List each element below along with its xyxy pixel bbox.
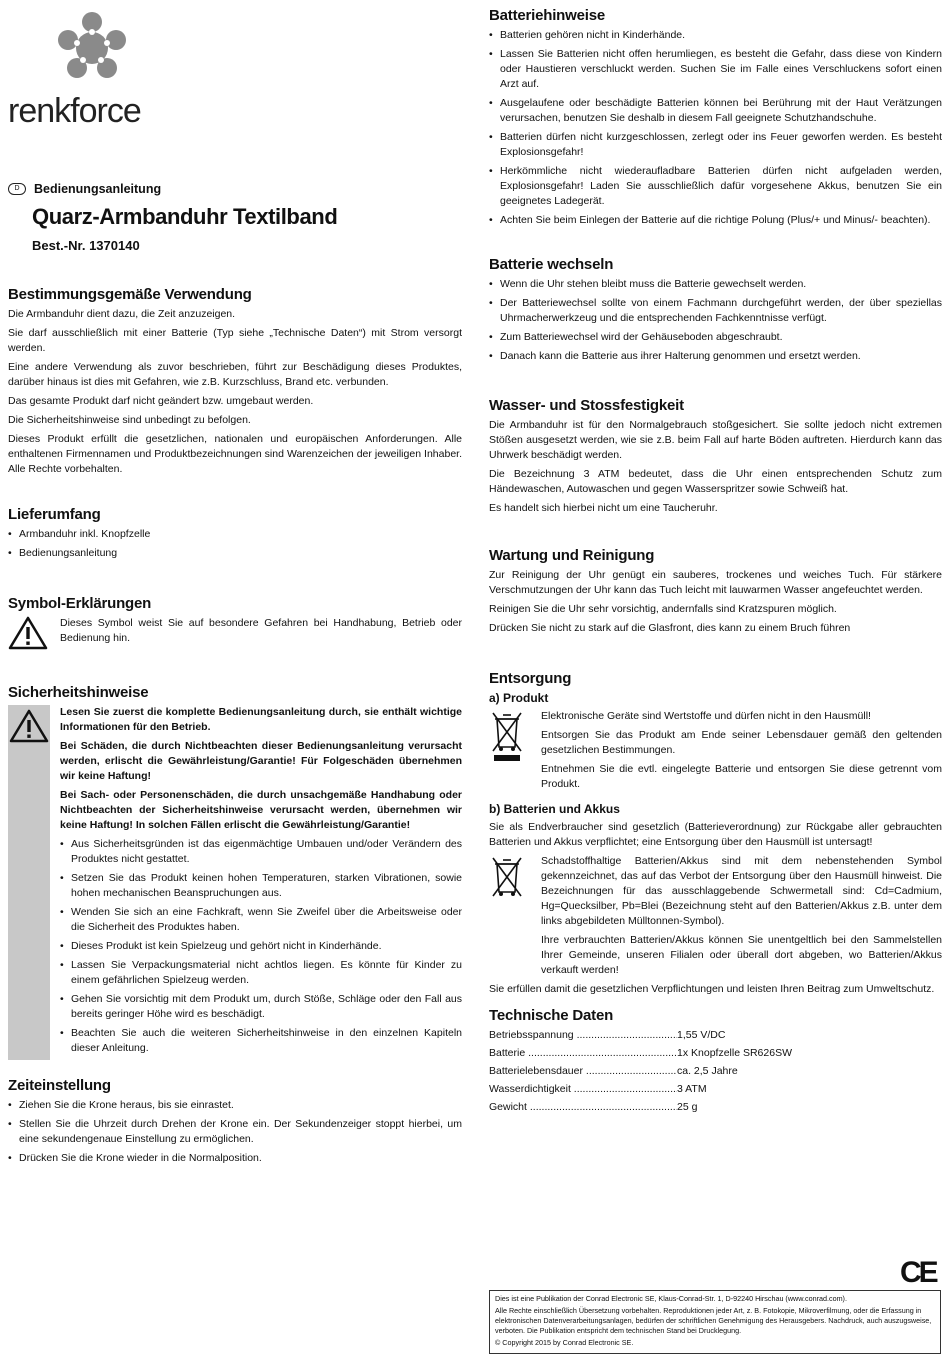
flower-logo-icon — [52, 8, 132, 88]
list-item: • Achten Sie beim Einlegen der Batterie auf die richtige Polung (Plus/+ und Minus/- beachten). — [489, 213, 942, 228]
order-number: Best.-Nr. 1370140 — [32, 238, 140, 253]
spec-key: Gewicht ..... — [489, 1100, 677, 1115]
list-item: • Beachten Sie auch die weiteren Sicherheitshinweise in den einzelnen Kapiteln dieser Anleitung. — [60, 1026, 462, 1056]
paragraph: Das gesamte Produkt darf nicht geändert bzw. umgebaut werden. — [8, 395, 314, 407]
spec-key: Batterie ..... — [489, 1046, 677, 1061]
spec-row — [489, 1046, 942, 1061]
list-item: • Drücken Sie die Krone wieder in die Normalposition. — [8, 1151, 462, 1166]
heading-verwendung: Bestimmungsgemäße Verwendung — [8, 286, 252, 303]
list-item: • Wenden Sie sich an eine Fachkraft, wenn Sie Zweifel über die Arbeitsweise oder die Sicherheit des Produktes haben. — [60, 905, 462, 935]
paragraph: Drücken Sie nicht zu stark auf die Glasfront, dies kann zu einem Bruch führen — [489, 622, 851, 634]
list-item: • Lassen Sie Verpackungsmaterial nicht achtlos liegen. Es könnte für Kinder zu einem gefährlichen Spielzeug werden. — [60, 958, 462, 988]
subheading-produkt: a) Produkt — [489, 691, 549, 705]
list-item: • Batterien dürfen nicht kurzgeschlossen, zerlegt oder ins Feuer geworfen werden. Es besteht Explosionsgefahr! — [489, 130, 942, 160]
list-item: • Wenn die Uhr stehen bleibt muss die Batterie gewechselt werden. — [489, 277, 942, 292]
paragraph: Dieses Produkt erfüllt die gesetzlichen, nationalen und europäischen Anforderungen. Alle enthaltenen Firmennamen und Produktbezeichnungen sind Warenzeichen der jeweiligen Inhaber. Alle Rechte vorbehalten. — [8, 433, 462, 475]
paragraph: Schadstoffhaltige Batterien/Akkus sind mit dem nebenstehenden Symbol gekennzeichnet, das auf das Verbot der Entsorgung über den Hausmüll hinweist. Die Bezeichnungen für das ausschlaggebende Schwermetall sind: Cd=Cadmium, Hg=Quecksilber, Pb=Blei (Bezeichnung steht auf den Batterien/Akkus z.B. unter dem links abgebildeten Mülltonnen-Symbol). — [541, 855, 942, 927]
crossed-bin-icon — [489, 854, 525, 898]
warning-triangle-icon — [9, 709, 49, 743]
heading-wasser: Wasser- und Stossfestigkeit — [489, 397, 684, 414]
spec-row — [489, 1028, 942, 1043]
list-item: • Setzen Sie das Produkt keinen hohen Temperaturen, starken Vibrationen, sowie hohen mechanischen Beanspruchungen aus. — [60, 871, 462, 901]
heading-lieferumfang: Lieferumfang — [8, 506, 101, 523]
paragraph: Es handelt sich hierbei nicht um eine Taucheruhr. — [489, 502, 718, 514]
list-item: • Lassen Sie Batterien nicht offen herumliegen, es besteht die Gefahr, dass diese von Kindern oder Haustieren verschluckt werden. Suchen Sie im Falle eines Verschluckens sofort einen Arzt auf. — [489, 47, 942, 92]
paragraph: Die Armbanduhr dient dazu, die Zeit anzuzeigen. — [8, 308, 236, 320]
heading-sicherheit: Sicherheitshinweise — [8, 684, 149, 701]
section-verwendung — [8, 286, 462, 481]
spec-value: 1x Knopfzelle SR626SW — [677, 1047, 792, 1059]
list-item: • Bedienungsanleitung — [8, 546, 462, 561]
paragraph: Sie als Endverbraucher sind gesetzlich (Batterieverordnung) zur Rückgabe aller gebrauchten Batterien und Akkus verpflichtet; eine Entsorgung über den Hausmüll ist untersagt! — [489, 821, 942, 848]
lieferumfang-list — [8, 527, 462, 561]
section-wasser — [489, 397, 942, 520]
warning-triangle-icon — [8, 616, 48, 650]
heading-zeiteinstellung: Zeiteinstellung — [8, 1077, 111, 1094]
product-title: Quarz-Armbanduhr Textilband — [32, 204, 338, 229]
safety-bold-paragraph: Bei Sach- oder Personenschäden, die durch unsachgemäße Handhabung oder Nichtbeachten der Sicherheitshinweise verursacht werden, übernehmen wir keine Haftung! In solchen Fällen erlischt die Gewährleistung/Garantie! — [60, 789, 462, 831]
spec-row — [489, 1064, 942, 1079]
section-batterie-wechseln — [489, 256, 942, 368]
logo-text: renkforce — [8, 92, 141, 130]
section-sicherheit — [8, 684, 462, 1060]
footer-copyright: © Copyright 2015 by Conrad Electronic SE. — [495, 1338, 634, 1347]
paragraph: Die Sicherheitshinweise sind unbedingt zu befolgen. — [8, 414, 251, 426]
section-wartung — [489, 547, 942, 640]
safety-bold-paragraph: Bei Schäden, die durch Nichtbeachten dieser Bedienungsanleitung verursacht werden, erlischt die Gewährleistung/Garantie! Für Folgeschäden übernehmen wir keine Haftung! — [60, 740, 462, 782]
section-entsorgung — [489, 670, 942, 1001]
section-batteriehinweise — [489, 7, 942, 232]
paragraph: Eine andere Verwendung als zuvor beschrieben, führt zur Beschädigung dieses Produktes, darüber hinaus ist dies mit Gefahren, wie z.B. Kurzschluss, Brand etc. verbunden. — [8, 361, 462, 388]
safety-list — [60, 837, 462, 1056]
footer-rights: Alle Rechte einschließlich Übersetzung vorbehalten. Reproduktionen jeder Art, z. B. Fotokopie, Mikroverfilmung, oder die Erfassung in elektronischen Datenverarbeitungsanlagen, bedürfen der schriftlichen Genehmigung des Herausgebers. Nachdruck, auch auszugsweise, verboten. Die Publikation entspricht dem technischen Stand bei Drucklegung. — [495, 1306, 932, 1335]
spec-key: Batterielebensdauer ..... — [489, 1064, 677, 1079]
warning-sidebar — [8, 705, 50, 1060]
wechseln-list — [489, 277, 942, 364]
section-symbol — [8, 595, 462, 655]
paragraph: Ihre verbrauchten Batterien/Akkus können Sie unentgeltlich bei den Sammelstellen Ihrer Gemeinde, unseren Filialen oder überall dort abgeben, wo Batterien/Akkus verkauft werden! — [541, 934, 942, 976]
heading-symbol: Symbol-Erklärungen — [8, 595, 152, 612]
publisher-footer — [489, 1290, 941, 1354]
heading-batterie-wechseln: Batterie wechseln — [489, 256, 614, 273]
list-item: • Dieses Produkt ist kein Spielzeug und gehört nicht in Kinderhände. — [60, 939, 462, 954]
symbol-description: Dieses Symbol weist Sie auf besondere Gefahren bei Handhabung, Betrieb oder Bedienung hin. — [60, 617, 462, 644]
section-technische-daten — [489, 1007, 942, 1118]
spec-row — [489, 1082, 942, 1097]
list-item: • Ausgelaufene oder beschädigte Batterien können bei Berührung mit der Haut Verätzungen verursachen, benutzen Sie deshalb in diesem Fall geeignete Schutzhandschuhe. — [489, 96, 942, 126]
spec-row — [489, 1100, 942, 1115]
list-item: • Aus Sicherheitsgründen ist das eigenmächtige Umbauen und/oder Verändern des Produktes nicht gestattet. — [60, 837, 462, 867]
document-type — [8, 182, 161, 196]
list-item: • Batterien gehören nicht in Kinderhände. — [489, 28, 942, 43]
paragraph: Sie erfüllen damit die gesetzlichen Verpflichtungen und leisten Ihren Beitrag zum Umweltschutz. — [489, 983, 935, 995]
list-item: • Ziehen Sie die Krone heraus, bis sie einrastet. — [8, 1098, 462, 1113]
ce-mark: CE — [900, 1256, 936, 1289]
language-badge: D — [8, 183, 26, 195]
heading-technische-daten: Technische Daten — [489, 1007, 614, 1024]
spec-value: ca. 2,5 Jahre — [677, 1065, 738, 1077]
zeit-list — [8, 1098, 462, 1166]
list-item: • Danach kann die Batterie aus ihrer Halterung genommen und ersetzt werden. — [489, 349, 942, 364]
spec-value: 25 g — [677, 1101, 698, 1113]
paragraph: Reinigen Sie die Uhr sehr vorsichtig, andernfalls sind Kratzspuren möglich. — [489, 603, 837, 615]
safety-bold-paragraph: Lesen Sie zuerst die komplette Bedienungsanleitung durch, sie enthält wichtige Informationen für den Betrieb. — [60, 706, 462, 733]
list-item: • Zum Batteriewechsel wird der Gehäuseboden abgeschraubt. — [489, 330, 942, 345]
list-item: • Herkömmliche nicht wiederaufladbare Batterien dürfen nicht aufgeladen werden, Explosionsgefahr! Laden Sie ausschließlich dafür vorgesehene Akkus, benutzen Sie ein geeignetes Ladegerät. — [489, 164, 942, 209]
heading-batteriehinweise: Batteriehinweise — [489, 7, 606, 24]
list-item: • Der Batteriewechsel sollte von einem Fachmann durchgeführt werden, der über speziellas Uhrmacherwerkzeug und die entsprechenden Fachkenntnisse verfügt. — [489, 296, 942, 326]
paragraph: Entnehmen Sie die evtl. eingelegte Batterie und entsorgen Sie diese getrennt vom Produkt. — [541, 763, 942, 790]
crossed-bin-icon — [489, 709, 525, 765]
renkforce-logo — [8, 8, 178, 130]
paragraph: Die Armbanduhr ist für den Normalgebrauch stoßgesichert. Sie sollte jedoch nicht extremen Stößen ausgesetzt werden, wie sie z.B. beim Fall auf harte Böden auftreten. Hierdurch kann das Uhrwerk beschädigt werden. — [489, 419, 942, 461]
section-zeiteinstellung — [8, 1077, 462, 1170]
batteriehinweise-list — [489, 28, 942, 228]
spec-key: Betriebsspannung ..... — [489, 1028, 677, 1043]
subheading-batterien: b) Batterien und Akkus — [489, 802, 620, 816]
section-lieferumfang — [8, 506, 462, 565]
paragraph: Entsorgen Sie das Produkt am Ende seiner Lebensdauer gemäß den geltenden gesetzlichen Bestimmungen. — [541, 729, 942, 756]
paragraph: Elektronische Geräte sind Wertstoffe und dürfen nicht in den Hausmüll! — [541, 710, 871, 722]
spec-value: 3 ATM — [677, 1083, 707, 1095]
paragraph: Zur Reinigung der Uhr genügt ein sauberes, trockenes und weiches Tuch. Für stärkere Verschmutzungen der Uhr kann das Tuch leicht mit lauwarmen Wasser angefeuchtet werden. — [489, 569, 942, 596]
spec-value: 1,55 V/DC — [677, 1029, 726, 1041]
doc-type-label: Bedienungsanleitung — [34, 182, 162, 196]
heading-wartung: Wartung und Reinigung — [489, 547, 655, 564]
paragraph: Sie darf ausschließlich mit einer Batterie (Typ siehe „Technische Daten“) mit Strom versorgt werden. — [8, 327, 462, 354]
paragraph: Die Bezeichnung 3 ATM bedeutet, dass die Uhr einen entsprechenden Schutz zum Händewaschen, Autowaschen und gegen Wasserspritzer sowie Schweiß hat. — [489, 468, 942, 495]
list-item: • Armbanduhr inkl. Knopfzelle — [8, 527, 462, 542]
footer-publisher: Dies ist eine Publikation der Conrad Electronic SE, Klaus-Conrad-Str. 1, D-92240 Hirschau (www.conrad.com). — [495, 1294, 847, 1303]
list-item: • Stellen Sie die Uhrzeit durch Drehen der Krone ein. Der Sekundenzeiger stoppt hierbei, um eine sekundengenaue Einstellung zu ermöglichen. — [8, 1117, 462, 1147]
heading-entsorgung: Entsorgung — [489, 670, 572, 687]
spec-key: Wasserdichtigkeit ..... — [489, 1082, 677, 1097]
list-item: • Gehen Sie vorsichtig mit dem Produkt um, durch Stöße, Schläge oder den Fall aus bereits geringer Höhe wird es beschädigt. — [60, 992, 462, 1022]
